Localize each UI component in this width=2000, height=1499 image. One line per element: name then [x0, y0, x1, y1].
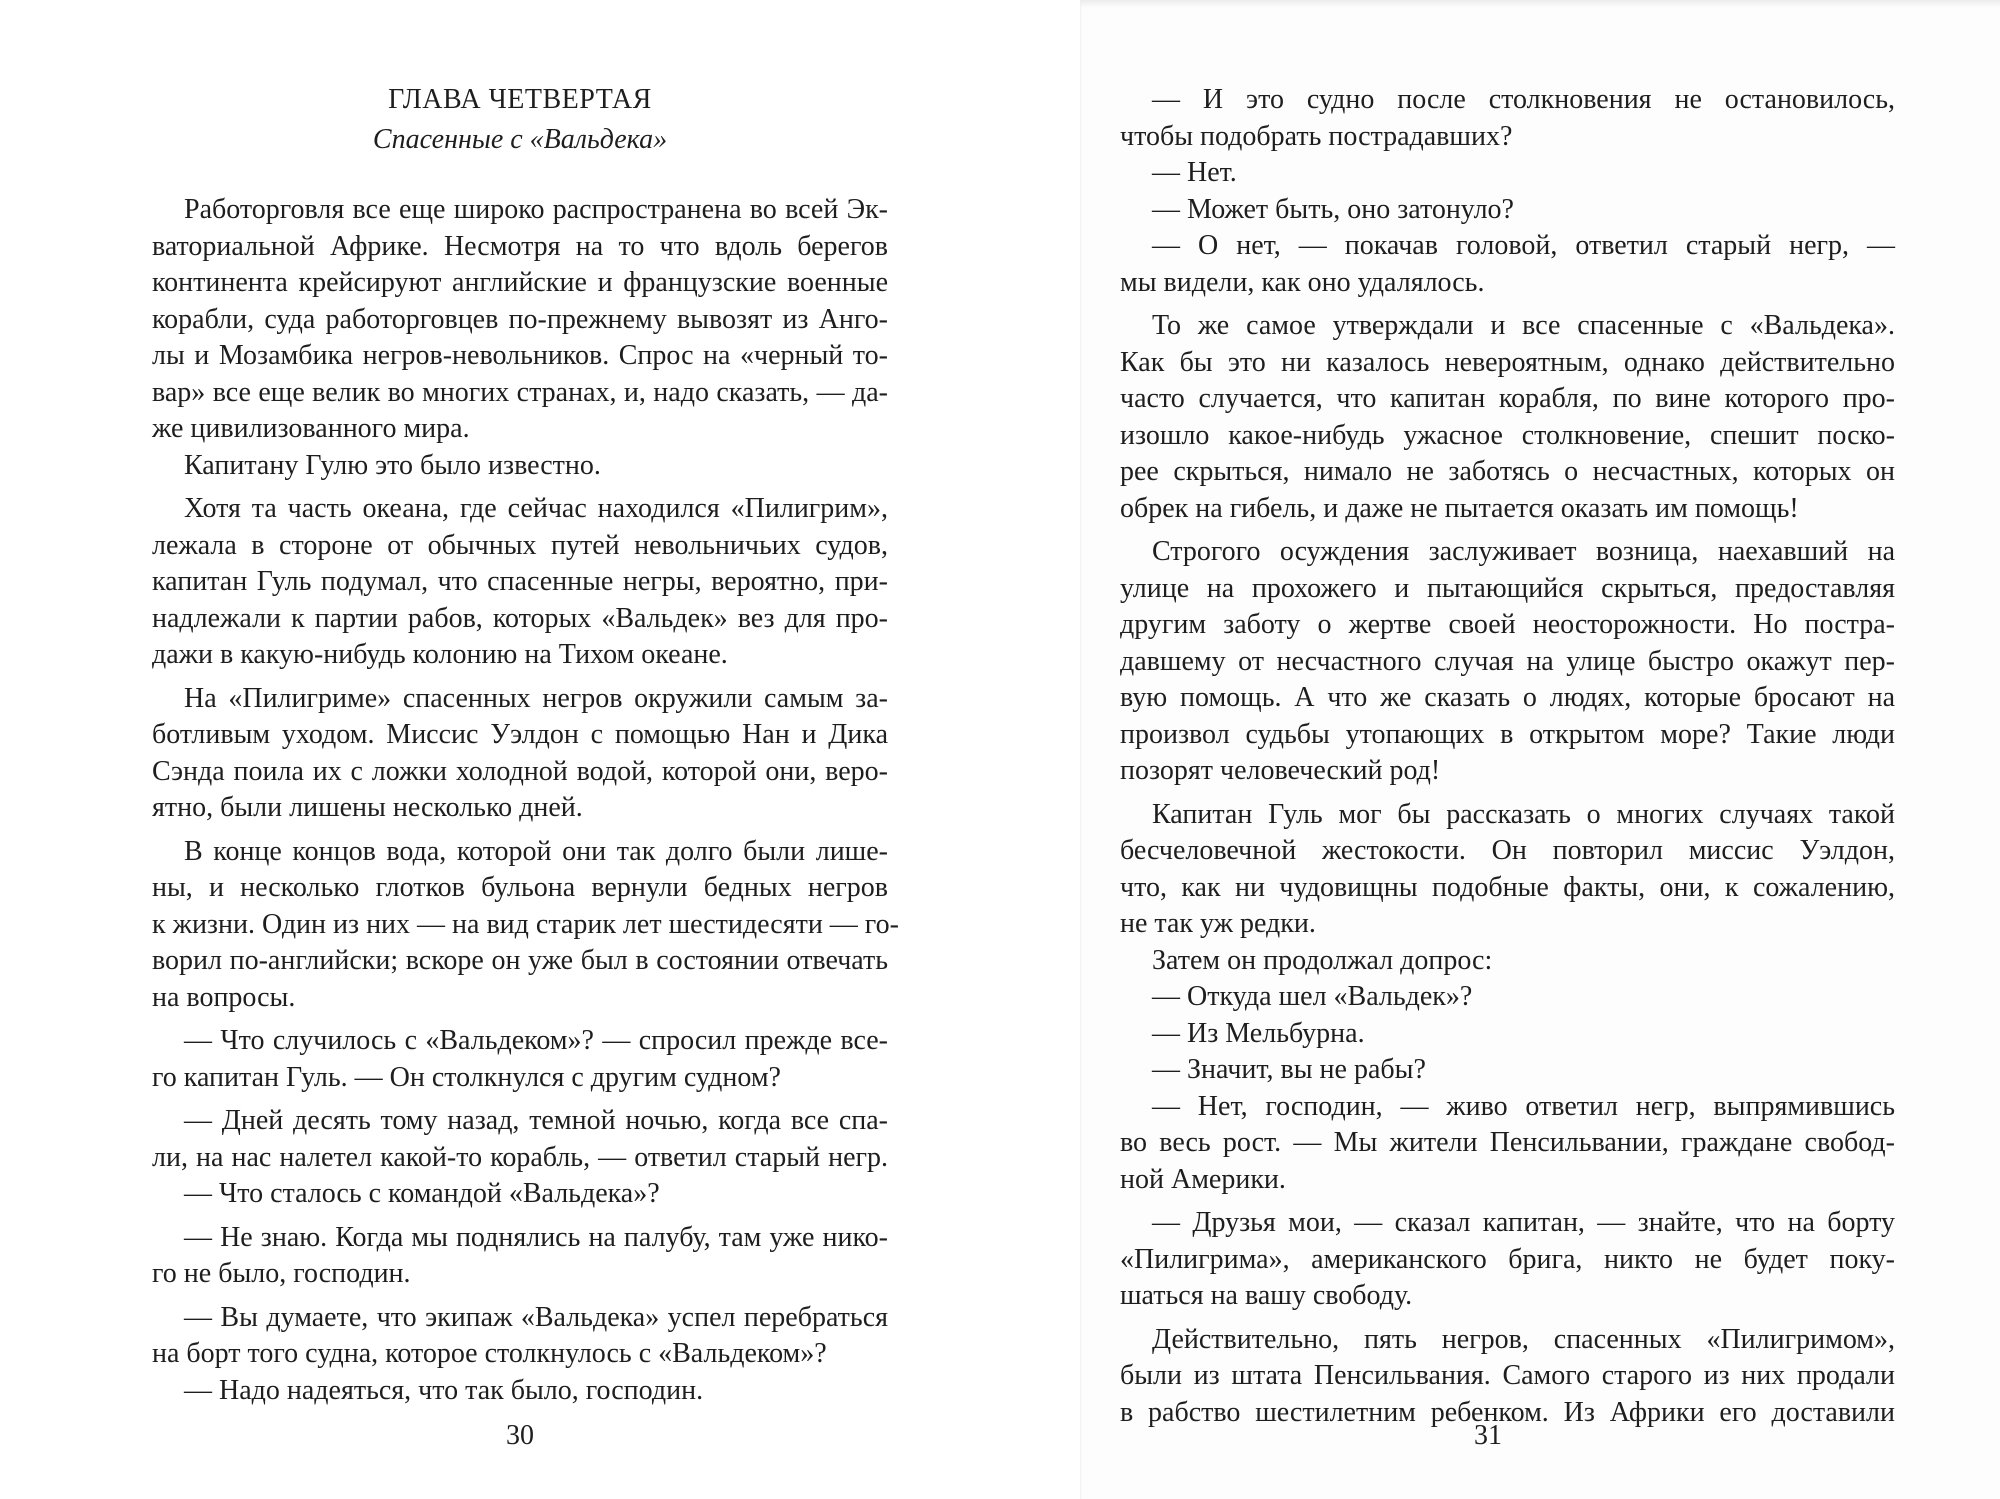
text-line: давшему от несчастного случая на улице быстро окажут пер- — [1120, 645, 1895, 677]
text-line: — Откуда шел «Вальдек»? — [1152, 981, 1473, 1012]
text-line: Сэнда поила их с ложки холодной водой, которой они, веро- — [152, 755, 888, 787]
text-line: в рабство шестилетним ребенком. Из Африки его доставили — [1120, 1396, 1895, 1428]
text-line: В конце концов вода, которой они так долго были лише- — [184, 835, 888, 867]
text-line: другим заботу о жертве своей неосторожности. Но постра- — [1120, 609, 1895, 640]
text-line: — Нет, господин, — живо ответил негр, выпрямившись — [1152, 1090, 1895, 1122]
text-line: лы и Мозамбика негров-невольников. Спрос на «черный то- — [152, 340, 888, 371]
text-line: во весь рост. — Мы жители Пенсильвании, граждане свобод- — [1120, 1127, 1895, 1158]
text-line: «Пилигрима», американского брига, никто не будет поку- — [1120, 1243, 1895, 1275]
text-line: что, как ни чудовищны подобные факты, они, к сожалению, — [1120, 871, 1895, 903]
text-line: изошло какое-нибудь ужасное столкновение, спешит поско- — [1120, 419, 1895, 451]
chapter-heading: ГЛАВА ЧЕТВЕРТАЯ — [388, 84, 652, 115]
text-line: — Из Мельбурна. — [1152, 1017, 1365, 1049]
text-line: — Может быть, оно затонуло? — [1152, 193, 1514, 225]
text-line: чтобы подобрать пострадавших? — [1120, 120, 1513, 152]
page-number: 30 — [506, 1420, 534, 1451]
text-line: же цивилизованного мира. — [152, 413, 470, 444]
text-line: ворил по-английски; вскоре он уже был в состоянии отвечать — [152, 945, 888, 976]
text-line: — Нет. — [1152, 157, 1237, 188]
text-line: ной Америки. — [1120, 1163, 1286, 1195]
text-line: ятно, были лишены несколько дней. — [152, 792, 583, 823]
text-line: — Надо надеяться, что так было, господин. — [184, 1374, 704, 1406]
text-line: позорят человеческий род! — [1120, 755, 1441, 786]
text-line: Как бы это ни казалось невероятным, однако действительно — [1120, 346, 1895, 378]
text-line: — О нет, — покачав головой, ответил старый негр, — — [1152, 230, 1895, 261]
text-line: улице на прохожего и пытающийся скрыться, предоставляя — [1120, 572, 1895, 604]
text-line: ботливым уходом. Миссис Уэлдон с помощью Нан и Дика — [152, 719, 888, 750]
text-line: — Друзья мои, — сказал капитан, — знайте, что на борту — [1152, 1207, 1895, 1238]
text-line: произвол судьбы утопающих в открытом море? Такие люди — [1120, 718, 1895, 750]
text-line: рее скрыться, нимало не заботясь о несчастных, которых он — [1120, 456, 1895, 487]
text-line: — Не знаю. Когда мы поднялись на палубу, там уже нико- — [184, 1221, 888, 1253]
text-line: ваториальной Африке. Несмотря на то что вдоль берегов — [152, 230, 888, 262]
text-line: надлежали к партии рабов, которых «Вальдек» вез для про- — [152, 602, 888, 634]
text-line: были из штата Пенсильвания. Самого старого из них продали — [1120, 1360, 1895, 1391]
text-line: мы видели, как оно удалялось. — [1120, 266, 1485, 298]
text-line: часто случается, что капитан корабля, по вине которого про- — [1120, 383, 1895, 414]
right-page — [1080, 0, 2000, 1499]
text-line: шаться на вашу свободу. — [1120, 1280, 1413, 1311]
text-line: вую помощь. А что же сказать о людях, которые бросают на — [1120, 682, 1895, 713]
text-line: ны, и несколько глотков бульона вернули бедных негров — [152, 872, 888, 903]
text-line: корабли, суда работорговцев по-прежнему вывозят из Анго- — [152, 303, 888, 335]
text-line: ли, на нас налетел какой-то корабль, — ответил старый негр. — [152, 1141, 888, 1173]
text-line: — Дней десять тому назад, темной ночью, когда все спа- — [184, 1105, 888, 1136]
text-line: континента крейсируют английские и французские военные — [152, 267, 888, 298]
text-line: — Что сталось с командой «Вальдека»? — [184, 1178, 660, 1209]
text-line: Капитан Гуль мог бы рассказать о многих случаях такой — [1152, 798, 1895, 830]
text-line: Хотя та часть океана, где сейчас находился «Пилигрим», — [184, 493, 888, 524]
chapter-subtitle: Спасенные с «Вальдека» — [372, 124, 668, 155]
text-line: вар» все еще велик во многих странах, и, надо сказать, — да- — [152, 376, 888, 408]
text-line: бесчеловечной жестокости. Он повторил миссис Уэлдон, — [1120, 835, 1895, 866]
text-line: На «Пилигриме» спасенных негров окружили самым за- — [184, 682, 888, 714]
text-line: на борт того судна, которое столкнулось с «Вальдеком»? — [152, 1338, 827, 1369]
text-line: Строгого осуждения заслуживает возница, наехавший на — [1152, 536, 1895, 567]
book-gutter — [1080, 0, 1083, 1499]
text-line: Затем он продолжал допрос: — [1152, 944, 1493, 976]
text-line: — Что случилось с «Вальдеком»? — спросил прежде все- — [184, 1025, 888, 1056]
text-line: — Вы думаете, что экипаж «Вальдека» успел перебраться — [184, 1301, 888, 1333]
text-line: капитан Гуль подумал, что спасенные негры, вероятно, при- — [152, 566, 888, 597]
text-line: к жизни. Один из них — на вид старик лет шестидесяти — го- — [152, 908, 899, 940]
text-line: — И это судно после столкновения не остановилось, — [1152, 84, 1895, 115]
text-line: То же самое утверждали и все спасенные с «Вальдека». — [1152, 310, 1895, 341]
text-line: Работорговля все еще широко распространена во всей Эк- — [184, 194, 888, 225]
text-line: го капитан Гуль. — Он столкнулся с другим судном? — [152, 1061, 781, 1093]
page-edge-shadow — [1080, 0, 2000, 8]
text-line: — Значит, вы не рабы? — [1152, 1054, 1426, 1085]
page-number: 31 — [1474, 1420, 1502, 1451]
text-line: го не было, господин. — [152, 1258, 411, 1289]
text-line: дажи в какую-нибудь колонию на Тихом океане. — [152, 639, 728, 670]
right-page-text — [1120, 82, 1895, 1431]
text-line: Действительно, пять негров, спасенных «Пилигримом», — [1152, 1323, 1895, 1355]
text-line: Капитану Гулю это было известно. — [184, 449, 601, 481]
text-line: не так уж редки. — [1120, 908, 1316, 939]
text-line: на вопросы. — [152, 981, 296, 1013]
text-line: обрек на гибель, и даже не пытается оказать им помощь! — [1120, 492, 1799, 524]
left-page-text — [152, 192, 899, 1409]
text-line: лежала в стороне от обычных путей невольничьих судов, — [152, 529, 888, 561]
